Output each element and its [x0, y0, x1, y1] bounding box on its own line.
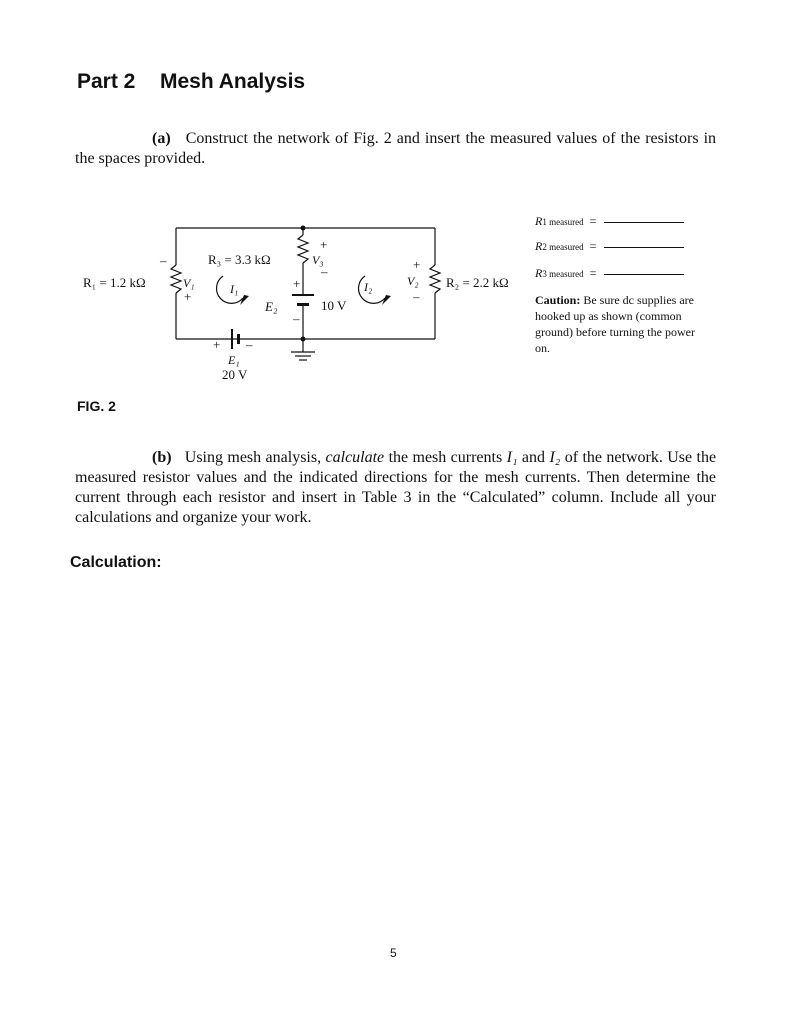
figure-label: FIG. 2: [77, 398, 116, 414]
e2-label: E₂: [265, 299, 278, 314]
r2-label: R₂ = 2.2 kΩ: [446, 275, 509, 290]
part-number: Part 2: [77, 70, 136, 93]
r1-measured-sub: 1 measured: [542, 217, 584, 227]
r3-measured-name: R: [535, 266, 543, 280]
part-b-and: and: [521, 449, 546, 466]
e2-short-plate: [297, 303, 309, 306]
v1-plus: +: [184, 289, 192, 304]
caution-note: [535, 292, 705, 356]
bottom-junction: [301, 337, 306, 342]
v2-minus: –: [413, 289, 420, 304]
part-a-paragraph: [75, 129, 716, 169]
part-a-label: (a): [152, 130, 171, 147]
part-a-text: Construct the network of Fig. 2 and insert the measured values of the resistors in the spaces provided.: [75, 130, 717, 167]
v2-plus: +: [413, 257, 421, 272]
v1-label: V₁: [183, 276, 195, 290]
r3-measured-eq: =: [589, 266, 597, 280]
r2-measured-sub: 2 measured: [542, 242, 584, 252]
r2-measured-eq: =: [589, 239, 597, 253]
v3-label: V₃: [312, 253, 324, 267]
r1-measured-name: R: [535, 214, 543, 228]
v3-plus: +: [320, 237, 328, 252]
e2-long-plate: [292, 294, 314, 296]
r2-resistor-symbol: [430, 265, 440, 293]
part-b-text-1: Using mesh analysis,: [184, 449, 322, 466]
part-b-text-4: of the network. Use the measured resistor values and the indicated directions for the mesh currents. Then determine the current through each resistor and insert in Table 3 in the “Calculated” column. Include all your calculations and organize your work.: [75, 449, 717, 526]
r3-resistor-symbol: [298, 235, 308, 263]
r1-resistor-symbol: [171, 265, 181, 293]
e2-plus: +: [293, 276, 301, 291]
e2-minus: –: [293, 311, 300, 326]
i2-label: I₂: [364, 280, 373, 294]
page-heading: [77, 70, 305, 94]
top-junction: [301, 226, 306, 231]
r1-label: R₁ = 1.2 kΩ: [83, 275, 146, 290]
e1-value: 20 V: [222, 367, 248, 382]
e1-plus: +: [213, 337, 221, 352]
v2-label: V₂: [407, 274, 419, 288]
part-b-i2: I₂: [549, 449, 561, 466]
calculation-label: Calculation:: [70, 554, 162, 571]
part-b-text-3: the mesh currents: [388, 449, 503, 466]
i1-label: I₁: [230, 282, 239, 296]
r3-measured-sub: 3 measured: [542, 269, 584, 279]
page-number: 5: [390, 946, 397, 960]
part-b-paragraph: [75, 448, 716, 528]
r3-measured-line: [535, 266, 684, 281]
v3-minus: –: [321, 264, 328, 279]
part-b-i1: I₁: [506, 449, 518, 466]
r2-measured-blank[interactable]: [604, 247, 684, 248]
r1-measured-blank[interactable]: [604, 222, 684, 223]
e2-value: 10 V: [321, 298, 347, 313]
caution-text: Be sure dc supplies are hooked up as shown (common ground) before turning the power on.: [535, 293, 695, 355]
part-b-calculate: calculate: [325, 449, 385, 466]
part-b-label: (b): [152, 449, 172, 466]
r3-measured-blank[interactable]: [604, 274, 684, 275]
r2-measured-name: R: [535, 239, 543, 253]
e1-label: E₁: [228, 353, 240, 367]
section-title: Mesh Analysis: [160, 70, 306, 93]
caution-label: Caution:: [535, 293, 581, 307]
e1-long-plate: [231, 329, 233, 349]
e1-short-plate: [237, 334, 240, 344]
r1-measured-line: [535, 214, 684, 229]
r3-label: R₃ = 3.3 kΩ: [208, 252, 271, 267]
v1-minus: –: [160, 253, 167, 268]
circuit-diagram: [80, 215, 530, 390]
r1-measured-eq: =: [589, 214, 597, 228]
r2-measured-line: [535, 239, 684, 254]
e1-minus: –: [246, 337, 253, 352]
